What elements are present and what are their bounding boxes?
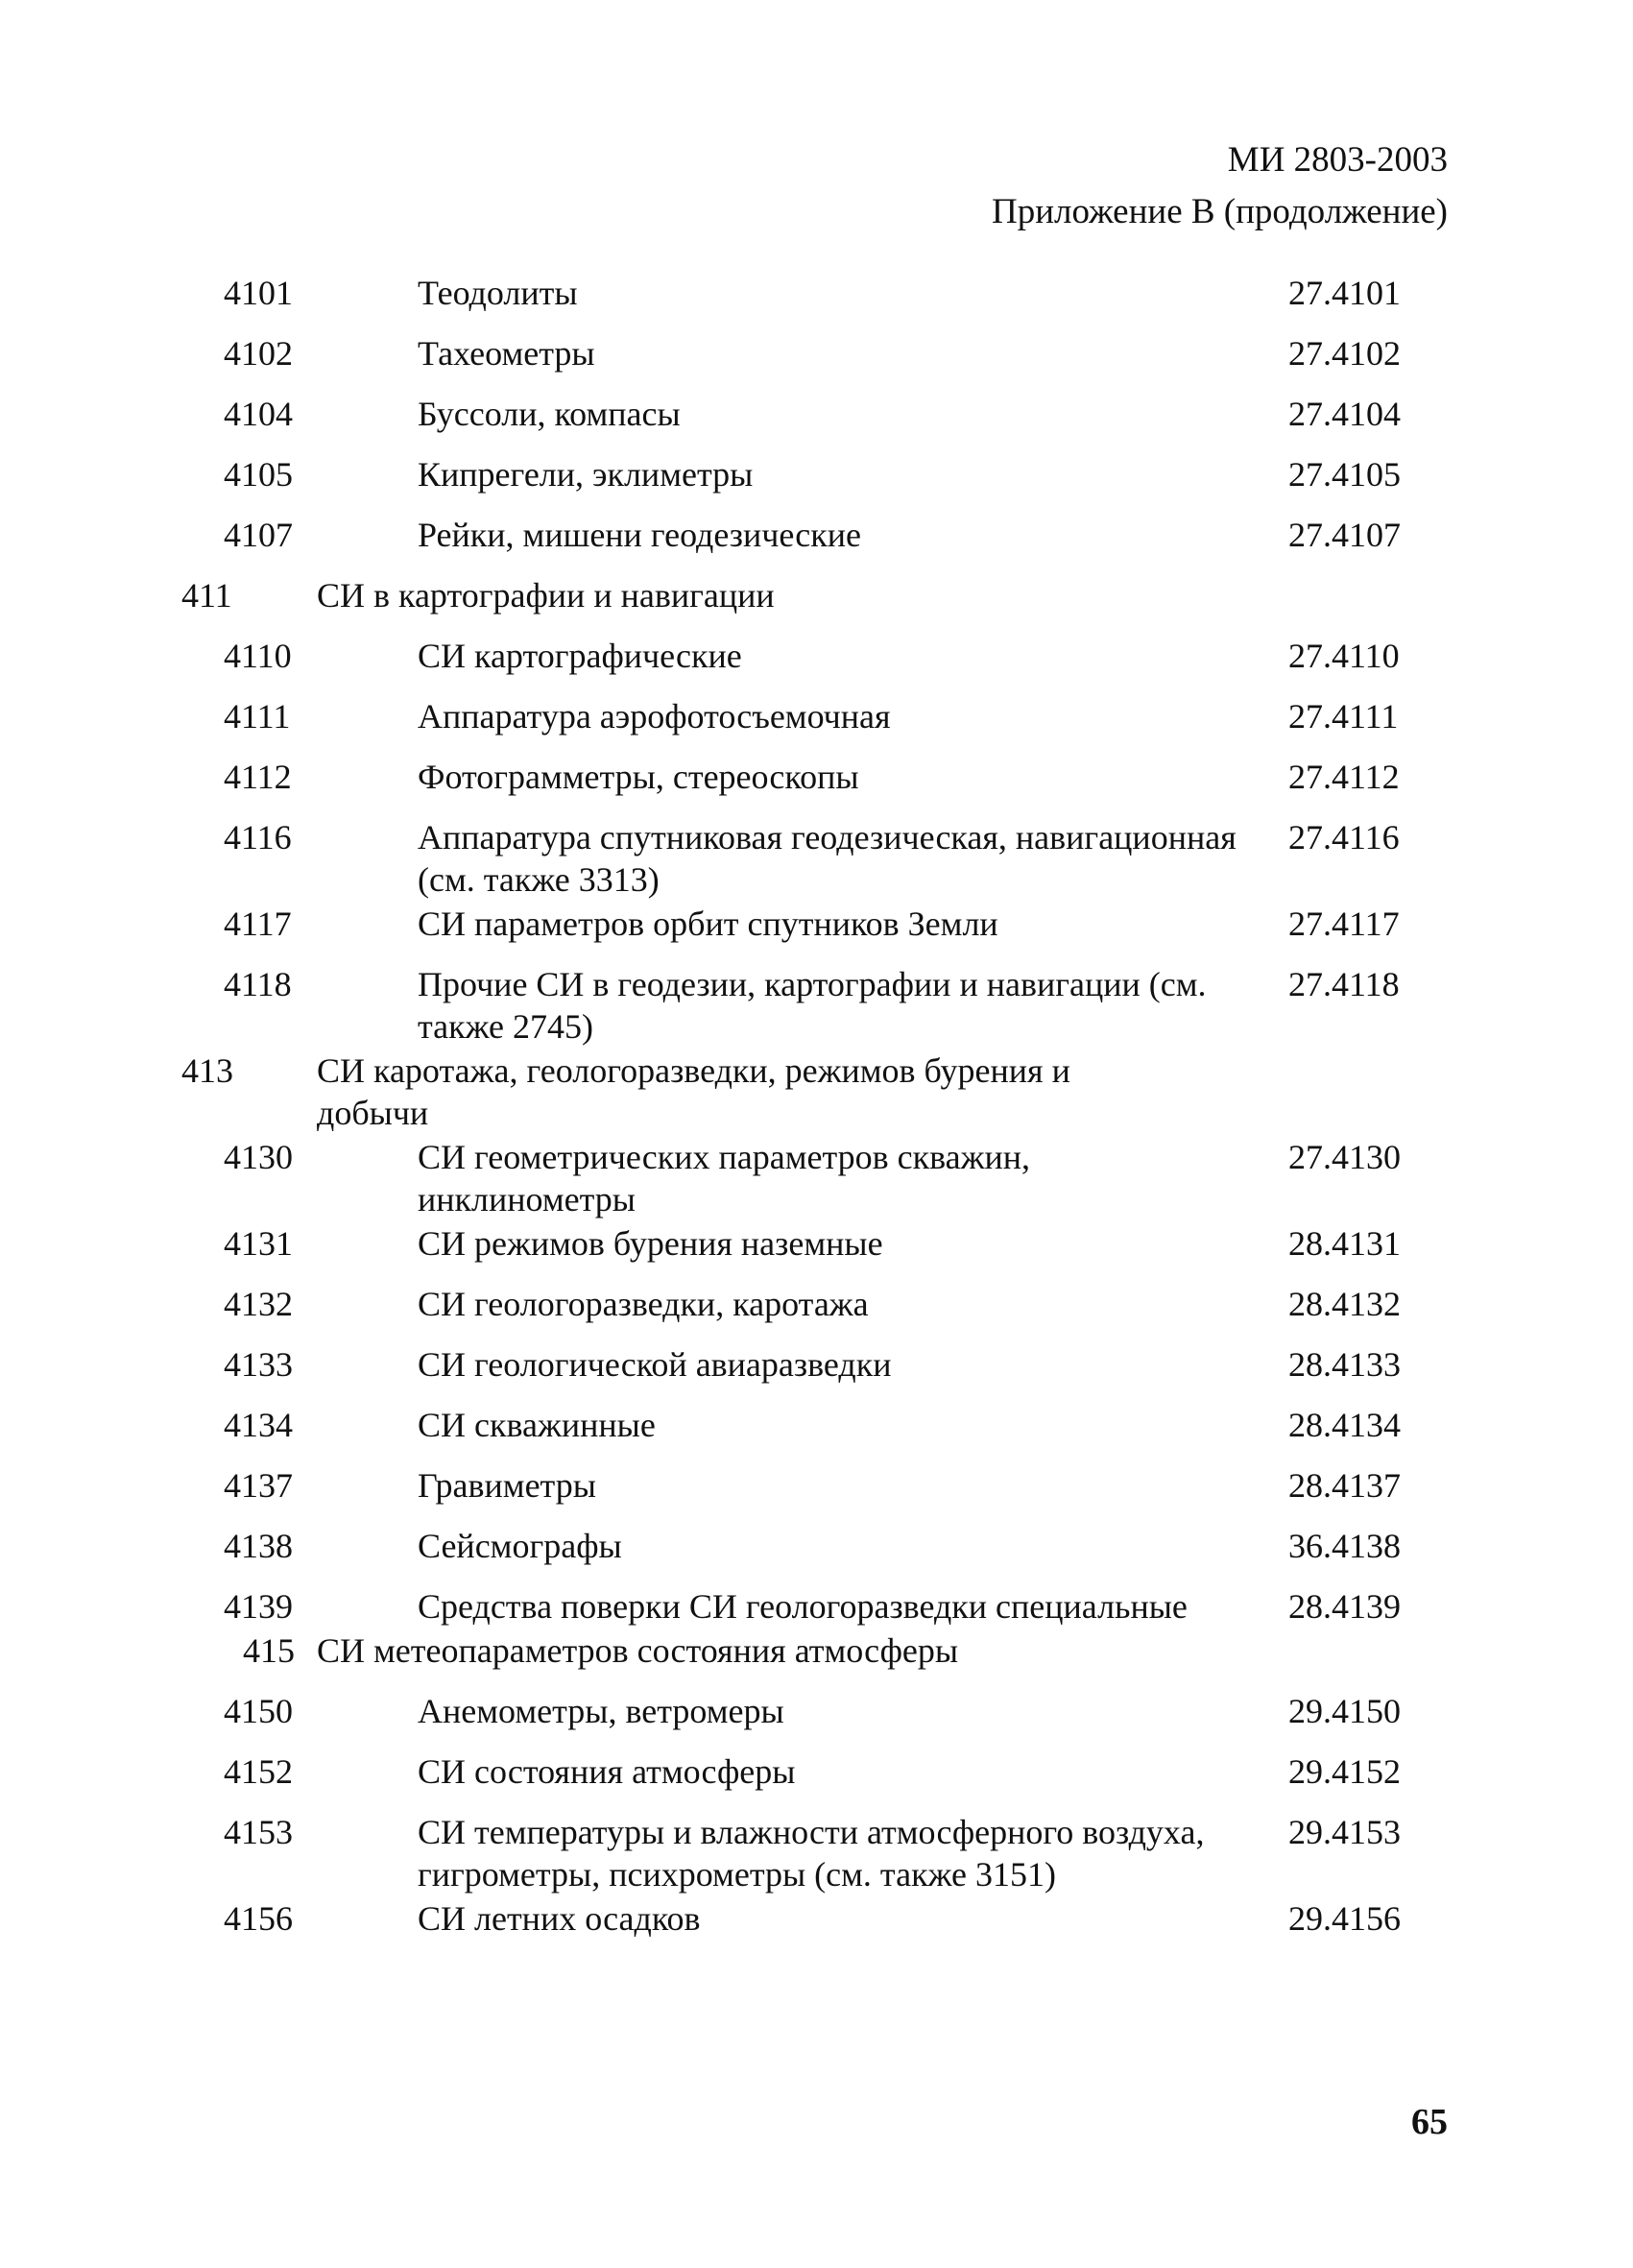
row-label: Теодолиты [418,274,578,312]
table-row [0,1136,1633,1222]
group-label: СИ в картографии и навигации [317,576,775,615]
row-label: СИ геометрических параметров скважин, инклинометры [418,1138,1031,1218]
table-row [0,1750,1633,1811]
row-code: 4101 [224,274,293,312]
classification-table [0,272,1633,1958]
table-row [0,816,1633,903]
row-code: 4107 [224,516,293,554]
row-code: 4105 [224,455,293,494]
page-header [992,134,1448,238]
row-label: СИ температуры и влажности атмосферного воздуха, гигрометры, психрометры (см. также 3151) [418,1813,1205,1894]
row-reference: 27.4104 [1288,395,1401,433]
row-code: 4152 [224,1752,293,1791]
row-code: 4130 [224,1138,293,1176]
table-row [0,1811,1633,1897]
row-reference: 27.4102 [1288,334,1401,373]
table-row [0,1464,1633,1525]
row-code: 4153 [224,1813,293,1851]
document-id: МИ 2803-2003 [1227,140,1448,180]
row-reference: 27.4110 [1288,637,1400,675]
row-code: 4117 [224,905,292,943]
row-reference: 27.4117 [1288,905,1400,943]
row-label: Средства поверки СИ геологоразведки специальные [418,1587,1188,1626]
row-reference: 29.4150 [1288,1692,1401,1730]
row-reference: 28.4131 [1288,1224,1401,1263]
table-row [0,756,1633,816]
row-label: СИ геологоразведки, каротажа [418,1285,869,1323]
row-reference: 27.4130 [1288,1138,1401,1176]
row-reference: 27.4112 [1288,758,1400,796]
row-reference: 28.4133 [1288,1345,1401,1384]
row-reference: 28.4132 [1288,1285,1401,1323]
row-reference: 28.4137 [1288,1466,1401,1505]
row-label: Кипрегели, эклиметры [418,455,754,494]
table-row [0,1897,1633,1958]
row-reference: 27.4105 [1288,455,1401,494]
row-label: СИ состояния атмосферы [418,1752,796,1791]
row-code: 4102 [224,334,293,373]
row-label: Анемометры, ветромеры [418,1692,784,1730]
group-heading-row [0,1629,1633,1690]
row-label: СИ скважинные [418,1406,656,1444]
group-code: 415 [243,1631,295,1670]
table-row [0,903,1633,963]
group-label: СИ каротажа, геологоразведки, режимов бурения и добычи [317,1051,1070,1132]
row-label: Гравиметры [418,1466,596,1505]
group-code: 413 [181,1051,233,1090]
row-label: Рейки, мишени геодезические [418,516,861,554]
table-row [0,1343,1633,1404]
row-reference: 29.4153 [1288,1813,1401,1851]
table-row [0,514,1633,574]
row-code: 4111 [224,697,291,736]
row-code: 4132 [224,1285,293,1323]
group-heading-row [0,574,1633,635]
group-label: СИ метеопараметров состояния атмосферы [317,1631,959,1670]
row-code: 4139 [224,1587,293,1626]
row-reference: 27.4111 [1288,697,1399,736]
row-label: СИ летних осадков [418,1899,701,1938]
row-code: 4133 [224,1345,293,1384]
table-row [0,393,1633,453]
row-label: СИ геологической авиаразведки [418,1345,892,1384]
table-row [0,453,1633,514]
appendix-title: Приложение В (продолжение) [992,192,1448,231]
row-reference: 36.4138 [1288,1527,1401,1565]
group-code: 411 [181,576,232,615]
table-row [0,272,1633,332]
table-row [0,1525,1633,1585]
row-code: 4138 [224,1527,293,1565]
table-row [0,695,1633,756]
row-reference: 29.4156 [1288,1899,1401,1938]
row-code: 4150 [224,1692,293,1730]
row-code: 4104 [224,395,293,433]
page-number: 65 [1411,2102,1448,2142]
row-code: 4116 [224,818,292,857]
row-code: 4156 [224,1899,293,1938]
row-label: СИ режимов бурения наземные [418,1224,883,1263]
row-label: СИ параметров орбит спутников Земли [418,905,998,943]
table-row [0,1690,1633,1750]
row-reference: 27.4116 [1288,818,1400,857]
row-code: 4118 [224,965,292,1003]
row-reference: 29.4152 [1288,1752,1401,1791]
row-label: Аппаратура аэрофотосъемочная [418,697,891,736]
row-reference: 27.4107 [1288,516,1401,554]
row-code: 4131 [224,1224,293,1263]
table-row [0,332,1633,393]
row-reference: 27.4118 [1288,965,1400,1003]
row-reference: 27.4101 [1288,274,1401,312]
row-label: Фотограмметры, стереоскопы [418,758,859,796]
row-label: Тахеометры [418,334,595,373]
row-reference: 28.4134 [1288,1406,1401,1444]
row-code: 4134 [224,1406,293,1444]
table-row [0,963,1633,1050]
group-heading-row [0,1050,1633,1136]
table-row [0,1222,1633,1283]
row-label: Прочие СИ в геодезии, картографии и навигации (см. также 2745) [418,965,1207,1046]
row-label: СИ картографические [418,637,742,675]
table-row [0,1283,1633,1343]
row-reference: 28.4139 [1288,1587,1401,1626]
row-label: Сейсмографы [418,1527,622,1565]
table-row [0,1404,1633,1464]
row-code: 4110 [224,637,292,675]
row-label: Буссоли, компасы [418,395,681,433]
row-label: Аппаратура спутниковая геодезическая, навигационная (см. также 3313) [418,818,1237,899]
row-code: 4137 [224,1466,293,1505]
table-row [0,1585,1633,1629]
row-code: 4112 [224,758,292,796]
table-row [0,635,1633,695]
